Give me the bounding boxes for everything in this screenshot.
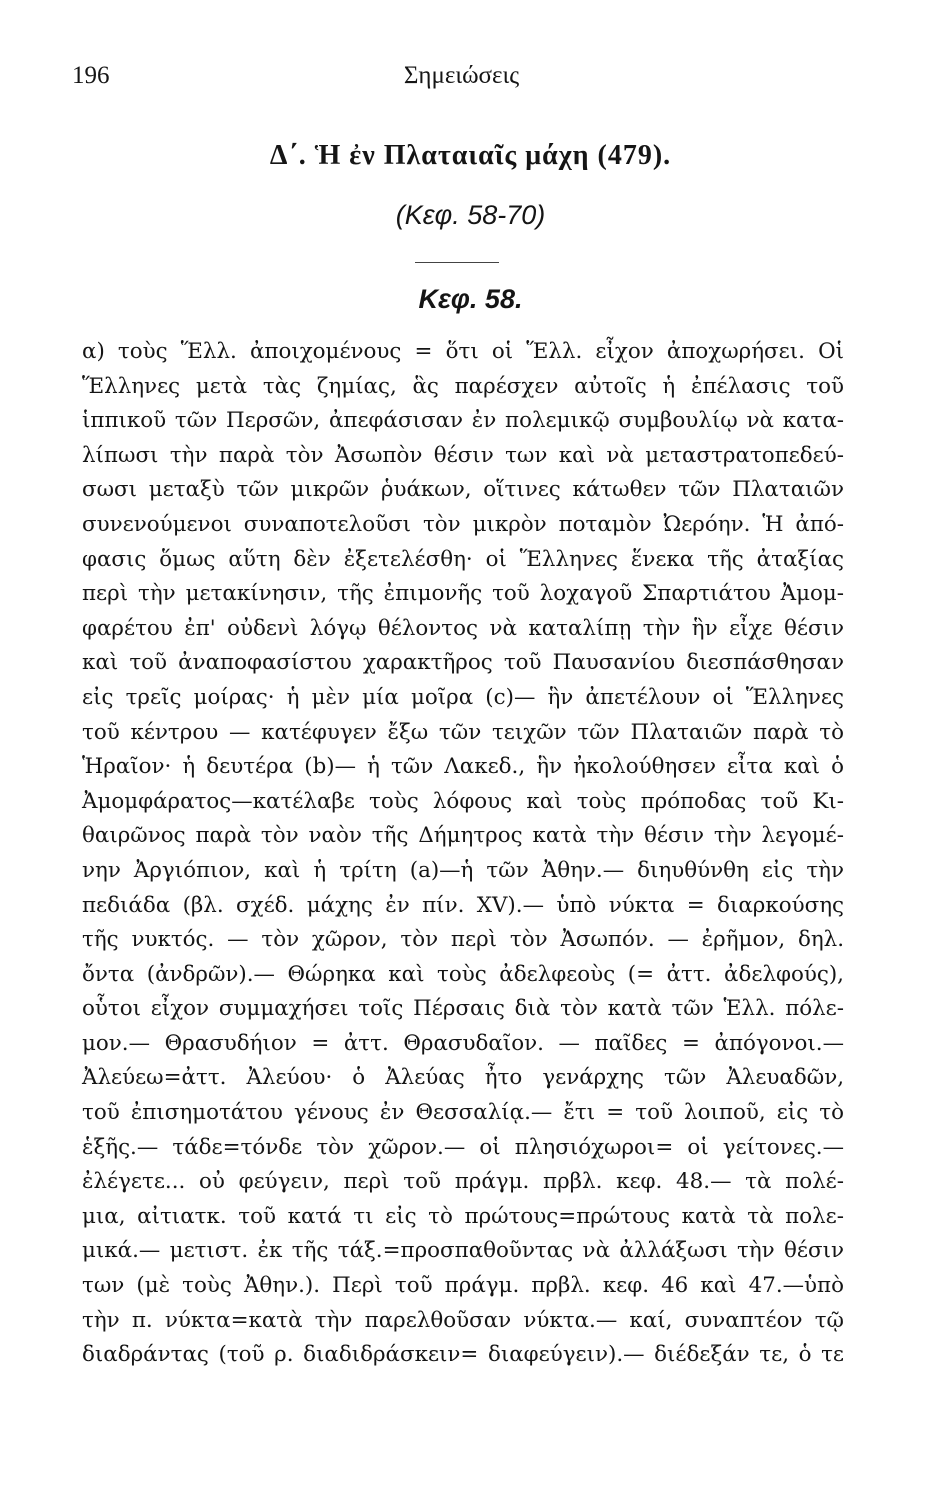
text-line: περὶ τὴν μετακίνησιν, τῆς ἐπιμονῆς τοῦ λοχαγοῦ Σπαρτιάτου Ἀμομ- xyxy=(82,581,844,607)
text-line: τῆς νυκτός. — τὸν χῶρον, τὸν περὶ τὸν Ἀσωπόν. — ἐρῆμον, δηλ. xyxy=(82,927,844,953)
text-line: ἱππικοῦ τῶν Περσῶν, ἀπεφάσισαν ἐν πολεμικῷ συμβουλίῳ νὰ κατα- xyxy=(82,408,844,434)
text-line: νην Ἀργιόπιον, καὶ ἡ τρίτη (a)—ἡ τῶν Ἀθην.— διηυθύνθη εἰς τὴν xyxy=(82,857,844,883)
divider-rule xyxy=(415,262,499,263)
text-line: Ἀλεύεω=ἀττ. Ἀλεύου· ὁ Ἀλεύας ἦτο γενάρχης τῶν Ἀλευαδῶν, xyxy=(82,1065,844,1091)
text-line: μον.— Θρασυδήιον = ἀττ. Θρασυδαῖον. — παῖδες = ἀπόγονοι.— xyxy=(82,1030,844,1056)
text-line: τοῦ κέντρου — κατέφυγεν ἔξω τῶν τειχῶν τῶν Πλαταιῶν παρὰ τὸ xyxy=(82,719,844,745)
text-line: λίπωσι τὴν παρὰ τὸν Ἀσωπὸν θέσιν των καὶ νὰ μεταστρατοπεδεύ- xyxy=(82,442,844,468)
chapter-heading: Κεφ. 58. xyxy=(418,284,523,314)
section-title: Δ΄. Ἡ ἐν Πλαταιαῖς μάχη (479). xyxy=(269,140,672,171)
text-line: των (μὲ τοὺς Ἀθην.). Περὶ τοῦ πράγμ. πρβλ. κεφ. 46 καὶ 47.—ὑπὸ xyxy=(82,1273,844,1299)
body-text xyxy=(82,335,844,1373)
text-line: ἐλέγετε... οὐ φεύγειν, περὶ τοῦ πράγμ. πρβλ. κεφ. 48.— τὰ πολέ- xyxy=(82,1169,844,1195)
text-line: φασις ὅμως αὕτη δὲν ἐξετελέσθη· οἱ Ἕλληνες ἕνεκα τῆς ἀταξίας xyxy=(82,546,844,572)
text-line: φαρέτου ἐπ' οὐδενὶ λόγῳ θέλοντος νὰ καταλίπῃ τὴν ἣν εἶχε θέσιν xyxy=(82,615,844,641)
text-line: μια, αἰτιατκ. τοῦ κατά τι εἰς τὸ πρώτους=πρώτους κατὰ τὰ πολε- xyxy=(82,1203,844,1229)
text-line: τοῦ ἐπισημοτάτου γένους ἐν Θεσσαλίᾳ.— ἔτι = τοῦ λοιποῦ, εἰς τὸ xyxy=(82,1100,844,1126)
text-line: Ἀμομφάρατος—κατέλαβε τοὺς λόφους καὶ τοὺς πρόποδας τοῦ Κι- xyxy=(82,788,844,814)
text-line: συνενούμενοι συναποτελοῦσι τὸν μικρὸν ποταμὸν Ὠερόην. Ἡ ἀπό- xyxy=(82,511,844,537)
text-line: εἰς τρεῖς μοίρας· ἡ μὲν μία μοῖρα (c)— ἣν ἀπετέλουν οἱ Ἕλληνες xyxy=(82,684,844,710)
page-number: 196 xyxy=(72,62,110,89)
page-header xyxy=(72,62,851,102)
running-title: Σημειώσεις xyxy=(403,62,520,89)
text-line: Ἕλληνες μετὰ τὰς ζημίας, ἃς παρέσχεν αὐτοῖς ἡ ἐπέλασις τοῦ xyxy=(82,373,844,399)
text-line: καὶ τοῦ ἀναποφασίστου χαρακτῆρος τοῦ Παυσανίου διεσπάσθησαν xyxy=(82,650,844,676)
text-line: τὴν π. νύκτα=κατὰ τὴν παρελθοῦσαν νύκτα.— καί, συναπτέον τῷ xyxy=(82,1307,844,1333)
text-line: πεδιάδα (βλ. σχέδ. μάχης ἐν πίν. XV).— ὑπὸ νύκτα = διαρκούσης xyxy=(82,892,844,918)
text-line: α) τοὺς Ἕλλ. ἀποιχομένους = ὅτι οἱ Ἕλλ. εἶχον ἀποχωρήσει. Οἱ xyxy=(82,339,844,364)
text-line: οὗτοι εἶχον συμμαχήσει τοῖς Πέρσαις διὰ τὸν κατὰ τῶν Ἑλλ. πόλε- xyxy=(82,996,844,1022)
text-line: ὄντα (ἀνδρῶν).— Θώρηκα καὶ τοὺς ἀδελφεοὺς (= ἀττ. ἀδελφούς), xyxy=(82,961,844,987)
text-line: ἑξῆς.— τάδε=τόνδε τὸν χῶρον.— οἱ πλησιόχωροι= οἱ γείτονες.— xyxy=(82,1134,844,1160)
chapter-range: (Κεφ. 58-70) xyxy=(395,200,546,230)
text-line: μικά.— μετιστ. ἐκ τῆς τάξ.=προσπαθοῦντας νὰ ἀλλάξωσι τὴν θέσιν xyxy=(82,1238,844,1264)
text-line: διαδράντας (τοῦ ρ. διαδιδράσκειν= διαφεύγειν).— διέδεξάν τε, ὁ τε xyxy=(82,1342,844,1368)
text-line: σωσι μεταξὺ τῶν μικρῶν ῥυάκων, οἵτινες κάτωθεν τῶν Πλαταιῶν xyxy=(82,477,844,503)
text-line: Ἡραῖον· ἡ δευτέρα (b)— ἡ τῶν Λακεδ., ἣν ἠκολούθησεν εἶτα καὶ ὁ xyxy=(82,754,844,780)
text-line: θαιρῶνος παρὰ τὸν ναὸν τῆς Δήμητρος κατὰ τὴν θέσιν τὴν λεγομέ- xyxy=(82,823,844,849)
